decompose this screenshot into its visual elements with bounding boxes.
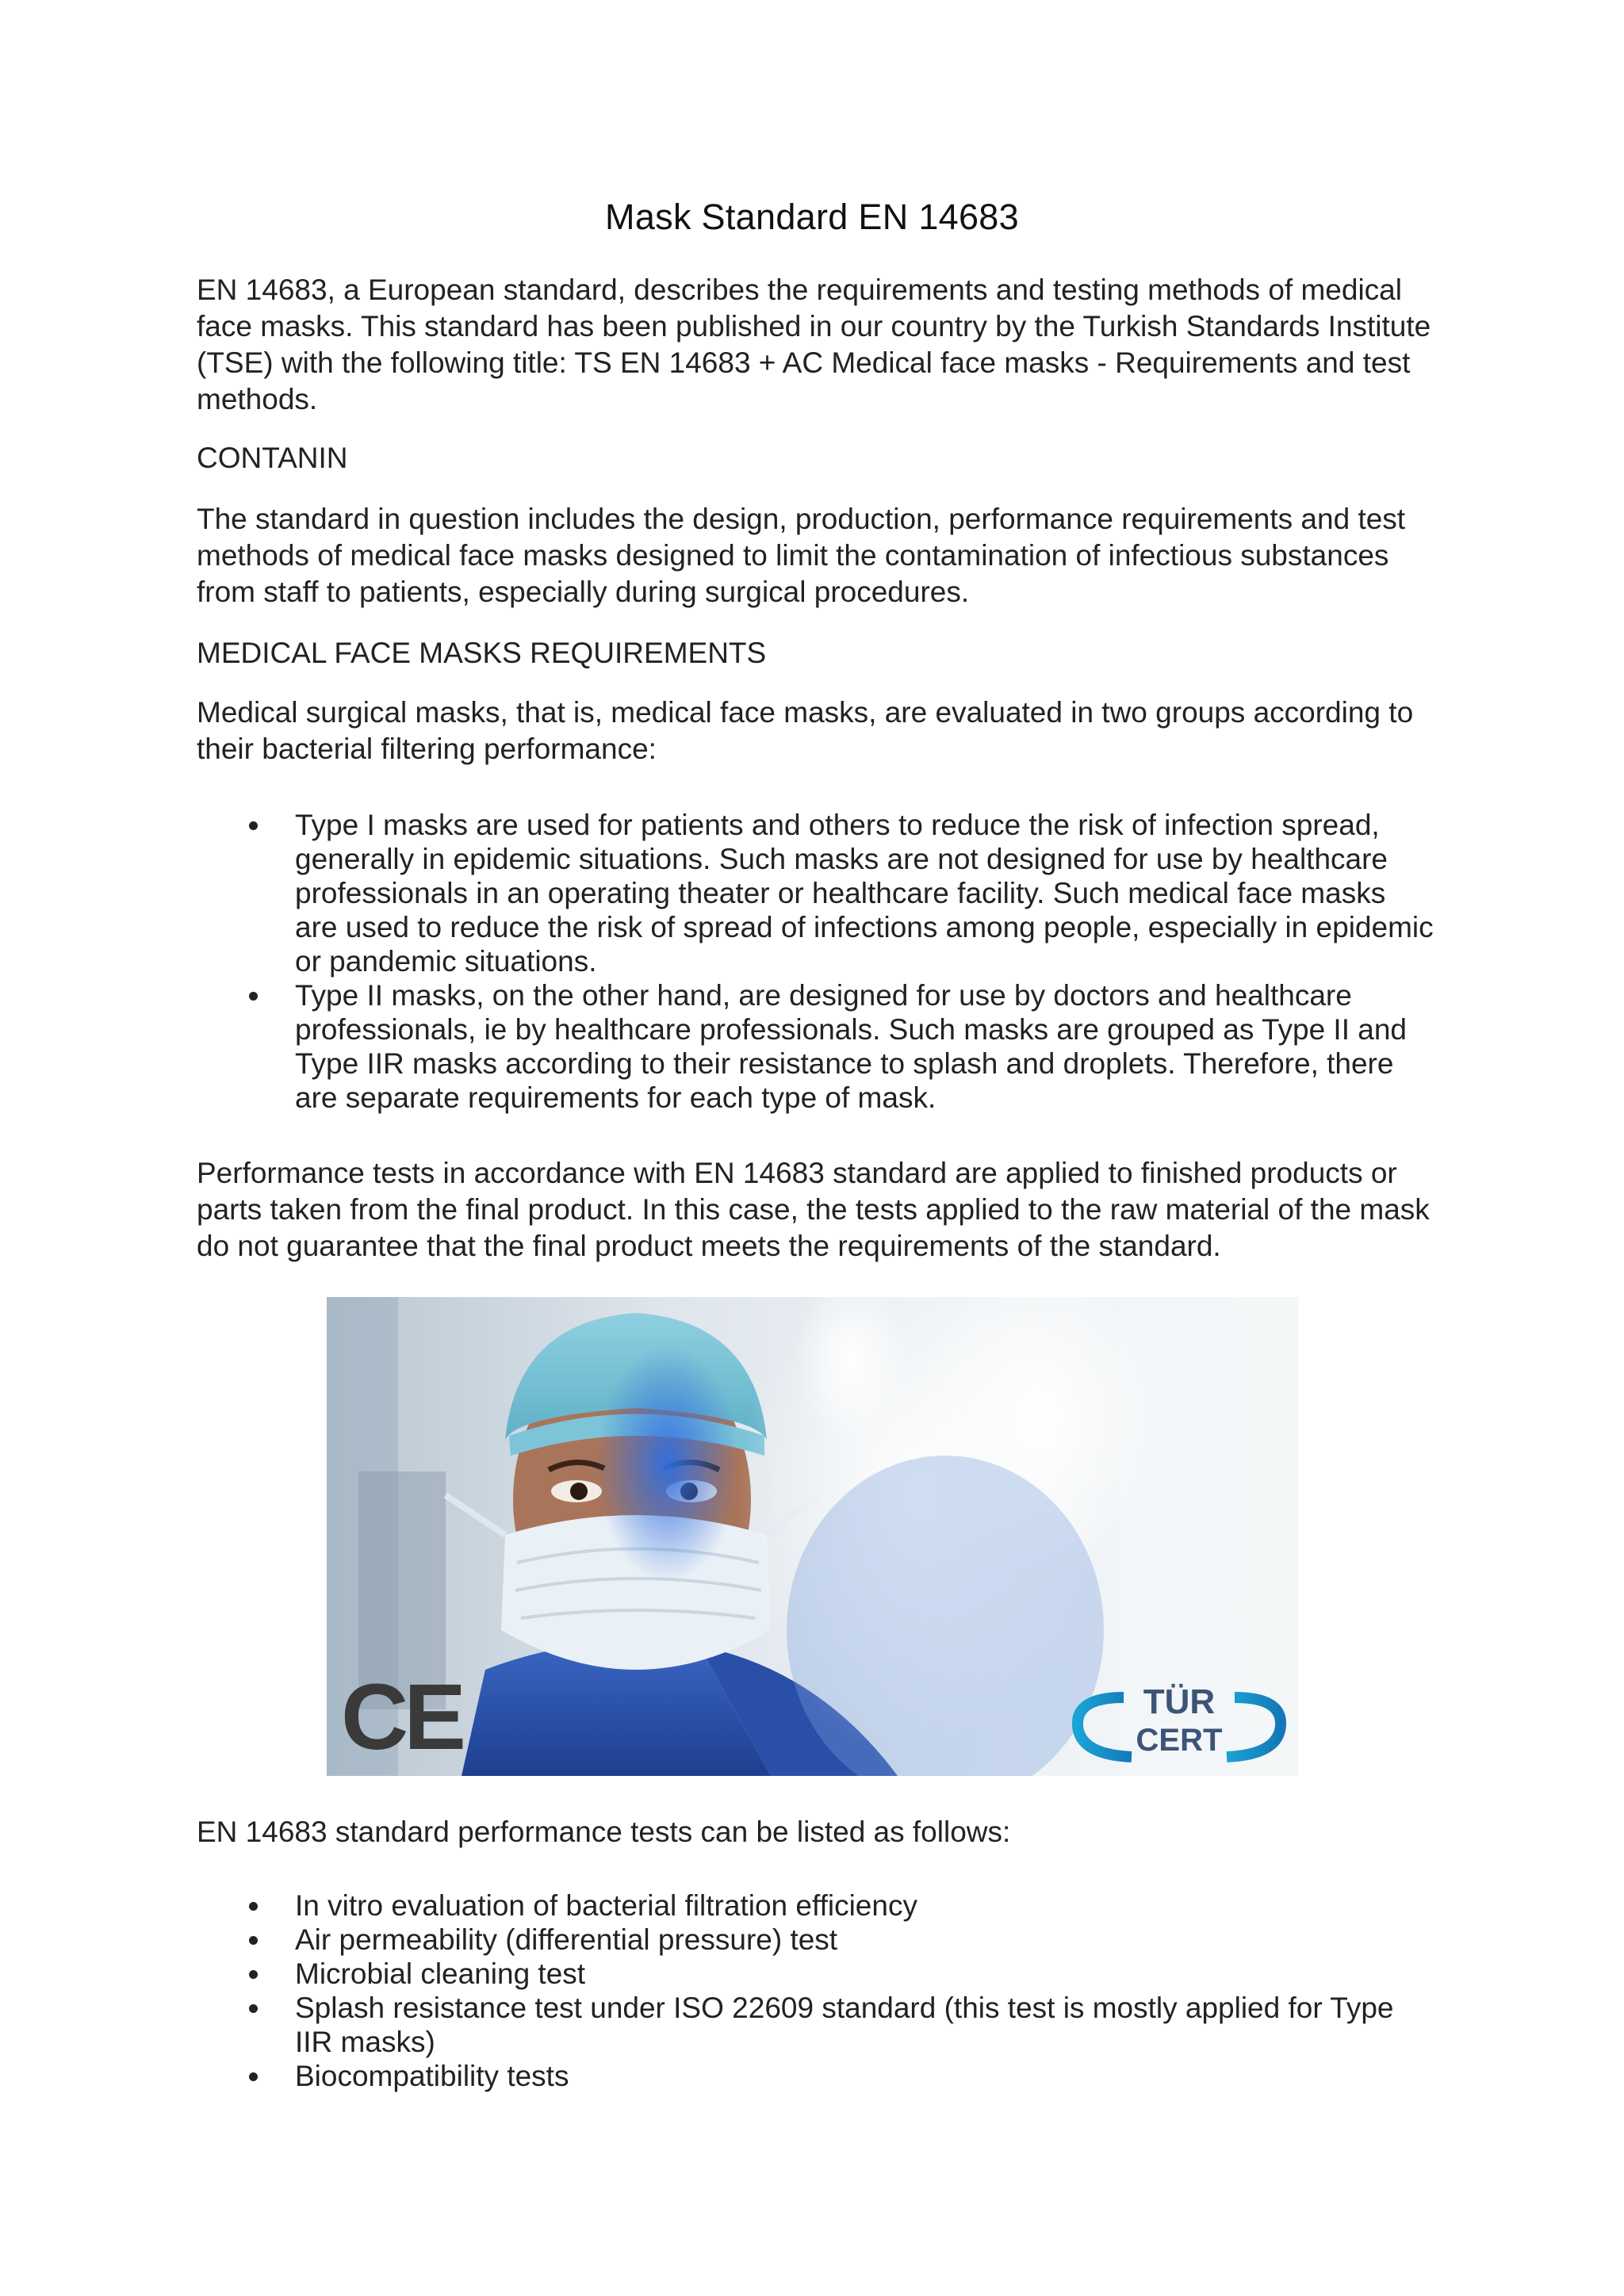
contain-heading: CONTANIN (197, 442, 348, 474)
test-item-text: Microbial cleaning test (295, 1957, 586, 1990)
document-title: Mask Standard EN 14683 (605, 197, 1019, 237)
bullet-icon (249, 992, 258, 1001)
turcert-logo (1068, 1682, 1290, 1769)
list-item (197, 808, 1434, 978)
list-item (197, 1888, 1434, 1923)
test-item-text: Biocompatibility tests (295, 2060, 569, 2092)
requirements-paragraph: Medical surgical masks, that is, medical face masks, are evaluated in two groups according to their bacterial filtering performance: (197, 696, 1414, 765)
list-item (197, 1991, 1434, 2059)
bullet-icon (249, 1970, 258, 1979)
logo-text-tur: TÜR (1143, 1682, 1216, 1721)
contain-paragraph: The standard in question includes the design, production, performance requirements and test methods of medical face masks designed to limit the contamination of infectious substances from staff to patients, especially during surgical procedures. (197, 503, 1406, 608)
list-item (197, 978, 1434, 1115)
bullet-icon (249, 1902, 258, 1911)
test-item-text: Air permeability (differential pressure) test (295, 1923, 838, 1956)
list-item (197, 1923, 1434, 1957)
mask-type-i-text: Type I masks are used for patients and others to reduce the risk of infection spread, generally in epidemic situations. Such masks are not designed for use by healthcare professionals in an operating theater or healthcare facility. Such medical face masks are used to reduce the risk of spread of infections among people, especially in epidemic or pandemic situations. (295, 809, 1434, 978)
bullet-icon (249, 2072, 258, 2081)
test-item-text: Splash resistance test under ISO 22609 standard (this test is mostly applied for Type IIR masks) (295, 1992, 1394, 2058)
ce-mark: CE (341, 1665, 462, 1770)
list-item (197, 2059, 1434, 2093)
mask-type-ii-text: Type II masks, on the other hand, are designed for use by doctors and healthcare professionals, ie by healthcare professionals. Such masks are grouped as Type II and Type IIR masks according to their resistance to splash and droplets. Therefore, there are separate requirements for each type of mask. (295, 979, 1408, 1114)
bullet-icon (249, 821, 258, 830)
bullet-icon (249, 2004, 258, 2013)
tests-list (197, 1888, 1434, 2093)
tests-intro: EN 14683 standard performance tests can be listed as follows: (197, 1816, 1011, 1848)
list-item (197, 1957, 1434, 1991)
performance-paragraph: Performance tests in accordance with EN 14683 standard are applied to finished products or parts taken from the final product. In this case, the tests applied to the raw material of the mask do not guarantee that the final product meets the requirements of the standard. (197, 1157, 1430, 1262)
test-item-text: In vitro evaluation of bacterial filtration efficiency (295, 1889, 917, 1922)
intro-paragraph: EN 14683, a European standard, describes the requirements and testing methods of medical face masks. This standard has been published in our country by the Turkish Standards Institute (TSE) with the following title: TS EN 14683 + AC Medical face masks - Requirements and test methods. (197, 274, 1431, 415)
logo-text-cert: CERT (1136, 1723, 1223, 1758)
requirements-heading: MEDICAL FACE MASKS REQUIREMENTS (197, 637, 767, 669)
surgeon-photo (327, 1297, 1298, 1776)
mask-types-list (197, 808, 1434, 1115)
bullet-icon (249, 1936, 258, 1945)
